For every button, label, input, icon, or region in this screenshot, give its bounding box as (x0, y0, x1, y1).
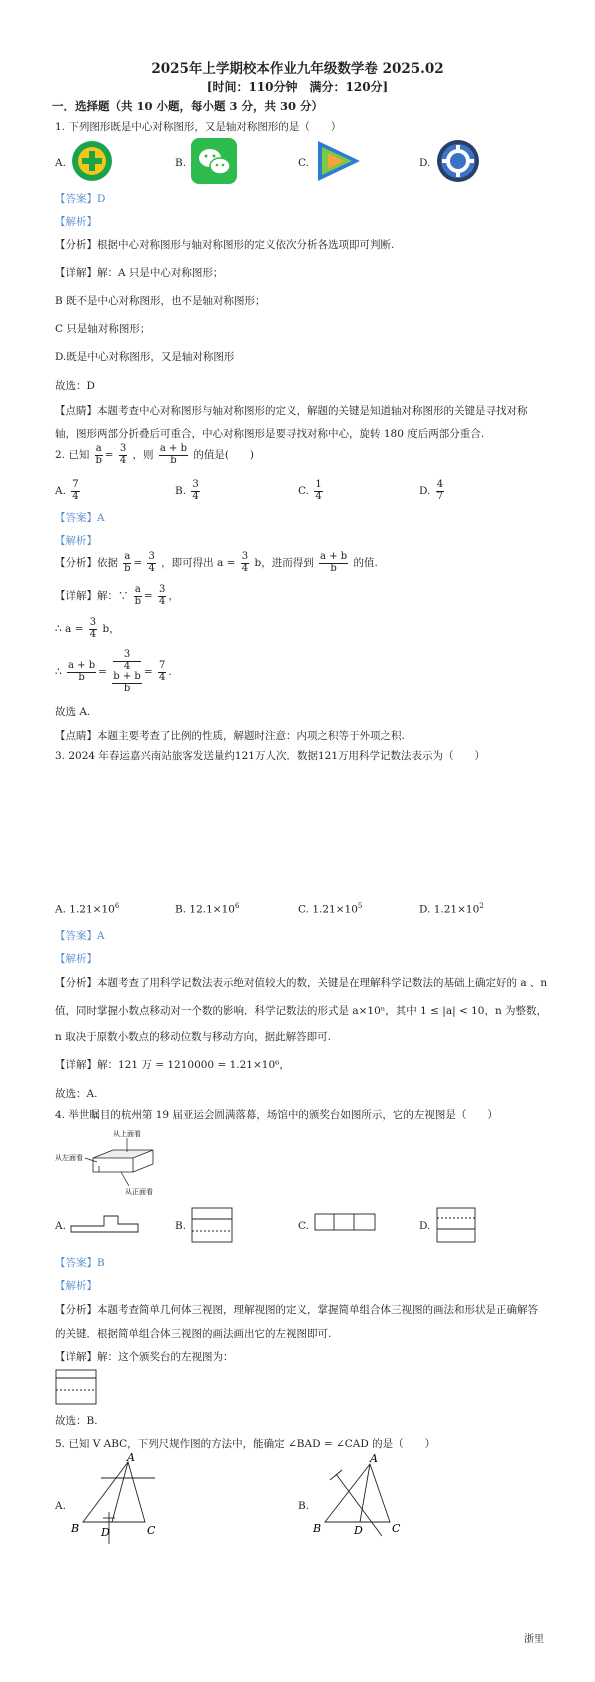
q2-detail-1: 【详解】解：∵ $\frac{a}{b}$ = $\frac{3}{4}$ ， (55, 584, 179, 607)
q4-option-b-label: B. (175, 1220, 187, 1232)
q1-detail-3: C 只是轴对称图形； (55, 323, 151, 335)
q4-label-front: 从正面看 (125, 1188, 153, 1196)
q5-b-point-a: A (370, 1452, 378, 1465)
q4-label-top: 从上面看 (113, 1130, 141, 1138)
q5-a-point-d: D (101, 1526, 110, 1539)
q1-option-b-label: B. (175, 157, 187, 169)
q1-option-d-icon (436, 139, 480, 183)
q5-b-point-d: D (354, 1524, 363, 1537)
q3-stem: 3. 2024 年春运嘉兴南站旅客发送量约121万人次．数据121万用科学记数法表示为（ ） (55, 750, 485, 762)
q4-answer: 【答案】B (55, 1257, 105, 1269)
q4-choose: 故选：B. (55, 1415, 98, 1427)
q5-a-point-b: B (71, 1522, 80, 1535)
q1-analysis: 【分析】根据中心对称图形与轴对称图形的定义依次分析各选项即可判断. (55, 239, 395, 251)
q2-analysis: 【分析】依据 $\frac{a}{b}$ = $\frac{3}{4}$ ，即可得出 a = $\frac{3}{4}$ b，进而得到 $\frac{a + b}{b}$ 的值. (55, 551, 378, 574)
q2-option-c: C. $\frac{1}{4}$ (298, 479, 322, 502)
q3-option-d: D. $1.21\times 10^2$ (419, 902, 484, 916)
q3-analysis-2: 值，同时掌握小数点移动对一个数的影响．科学记数法的形式是 a×10ⁿ，其中 1 ≤ |a| < 10，n 为整数， (55, 1005, 548, 1017)
q5-stem: 5. 已知 V ABC，下列尺规作图的方法中，能确定 ∠BAD = ∠CAD 的是（ ） (55, 1438, 436, 1450)
q1-option-a-icon (70, 139, 114, 183)
q4-detail: 【详解】解：这个颁奖台的左视图为： (55, 1351, 234, 1363)
q4-option-b-figure (191, 1207, 233, 1243)
q1-detail-4: D.既是中心对称图形，又是轴对称图形 (55, 351, 235, 363)
q1-detail-2: B 既不是中心对称图形，也不是轴对称图形； (55, 295, 266, 307)
q2-stem: 2. 已知 $\frac{a}{b}$ = $\frac{3}{4}$ ，则 $\frac{a + b}{b}$ 的值是( ) (55, 443, 255, 466)
q4-option-a-figure (70, 1214, 140, 1234)
q3-option-b: B. $12.1\times 10^6$ (175, 902, 240, 916)
q1-comment-2: 轴，图形两部分折叠后可重合，中心对称图形是要寻找对称中心，旋转 180 度后两部分重合. (55, 428, 485, 440)
q1-stem: 1. 下列图形既是中心对称图形，又是轴对称图形的是（ ） (55, 121, 342, 133)
page-title: 2025年上学期校本作业九年级数学卷 2025.02 (151, 61, 444, 77)
q4-option-d-label: D. (419, 1220, 431, 1232)
q1-choose: 故选：D (55, 380, 95, 392)
q3-detail: 【详解】解：121 万 = 1210000 = 1.21×10⁶， (55, 1059, 290, 1071)
q4-analysis-1: 【分析】本题考查简单几何体三视图，理解视图的定义，掌握简单组合体三视图的画法和形状是正确解答 (55, 1304, 538, 1316)
q3-option-c: C. $1.21\times 10^5$ (298, 902, 363, 916)
q2-option-b: B. $\frac{3}{4}$ (175, 479, 199, 502)
q4-option-c-label: C. (298, 1220, 309, 1232)
q3-choose: 故选：A. (55, 1088, 98, 1100)
q4-stem: 4. 举世瞩目的杭州第 19 届亚运会圆满落幕，场馆中的颁奖台如图所示，它的左视图是（ ） (55, 1109, 498, 1121)
q4-option-c-figure (314, 1213, 376, 1231)
q2-detail-2: ∴ a = $\frac{3}{4}$ b， (55, 617, 120, 640)
footer-brand: 浙里 (524, 1634, 544, 1645)
q2-answer: 【答案】A (55, 512, 105, 524)
q5-b-point-c: C (392, 1522, 401, 1535)
q5-option-b-figure (310, 1452, 420, 1548)
q4-option-d-figure (436, 1207, 476, 1243)
section-heading: 一．选择题（共 10 小题，每小题 3 分，共 30 分） (52, 99, 324, 113)
q2-detail-3: ∴ $\frac{a + b}{b}$ = 3 4 b + b b = $\frac{7}{4}$ . (55, 649, 172, 694)
q1-answer: 【答案】D (55, 193, 106, 205)
q1-option-a-label: A. (55, 157, 66, 169)
q4-podium-figure (55, 1128, 170, 1198)
q4-label-left: 从左面看 (55, 1154, 83, 1162)
q5-option-b-label: B. (298, 1500, 310, 1512)
q4-option-a-label: A. (55, 1220, 66, 1232)
q4-analysis-tag: 【解析】 (55, 1280, 97, 1292)
q1-option-c-label: C. (298, 157, 309, 169)
q4-solution-figure (55, 1369, 97, 1405)
q3-analysis-3: n 取决于原数小数点的移动位数与移动方向，据此解答即可. (55, 1031, 331, 1043)
q1-comment-1: 【点睛】本题考查中心对称图形与轴对称图形的定义，解题的关键是知道轴对称图形的关键是寻找对称 (55, 405, 528, 417)
q2-option-a: A. $\frac{7}{4}$ (55, 479, 79, 502)
q2-option-d: D. $\frac{4}{7}$ (419, 479, 444, 502)
page-subtitle: [时间：110分钟 满分：120分] (206, 80, 389, 94)
q1-option-d-label: D. (419, 157, 431, 169)
q2-comment: 【点睛】本题主要考查了比例的性质，解题时注意：内项之积等于外项之积. (55, 730, 405, 742)
q1-option-b-icon (191, 138, 237, 184)
q5-b-point-b: B (313, 1522, 322, 1535)
q5-a-point-a: A (127, 1452, 135, 1464)
q2-choose: 故选 A. (55, 706, 91, 718)
q4-analysis-2: 的关键．根据简单组合体三视图的画法画出它的左视图即可. (55, 1328, 332, 1340)
q2-analysis-tag: 【解析】 (55, 535, 97, 547)
q5-option-a-figure (65, 1452, 175, 1548)
q1-option-c-icon (312, 139, 364, 183)
q3-analysis-tag: 【解析】 (55, 953, 97, 965)
q3-answer: 【答案】A (55, 930, 105, 942)
q1-detail-1: 【详解】解：A 只是中心对称图形； (55, 267, 224, 279)
q3-analysis-1: 【分析】本题考查了用科学记数法表示绝对值较大的数，关键是在理解科学记数法的基础上确定好的 a 、n (55, 977, 548, 989)
q3-option-a: A. $1.21\times 10^6$ (55, 902, 120, 916)
q5-a-point-c: C (147, 1524, 156, 1537)
q5-option-a-label: A. (55, 1500, 66, 1512)
q1-analysis-tag: 【解析】 (55, 216, 97, 228)
